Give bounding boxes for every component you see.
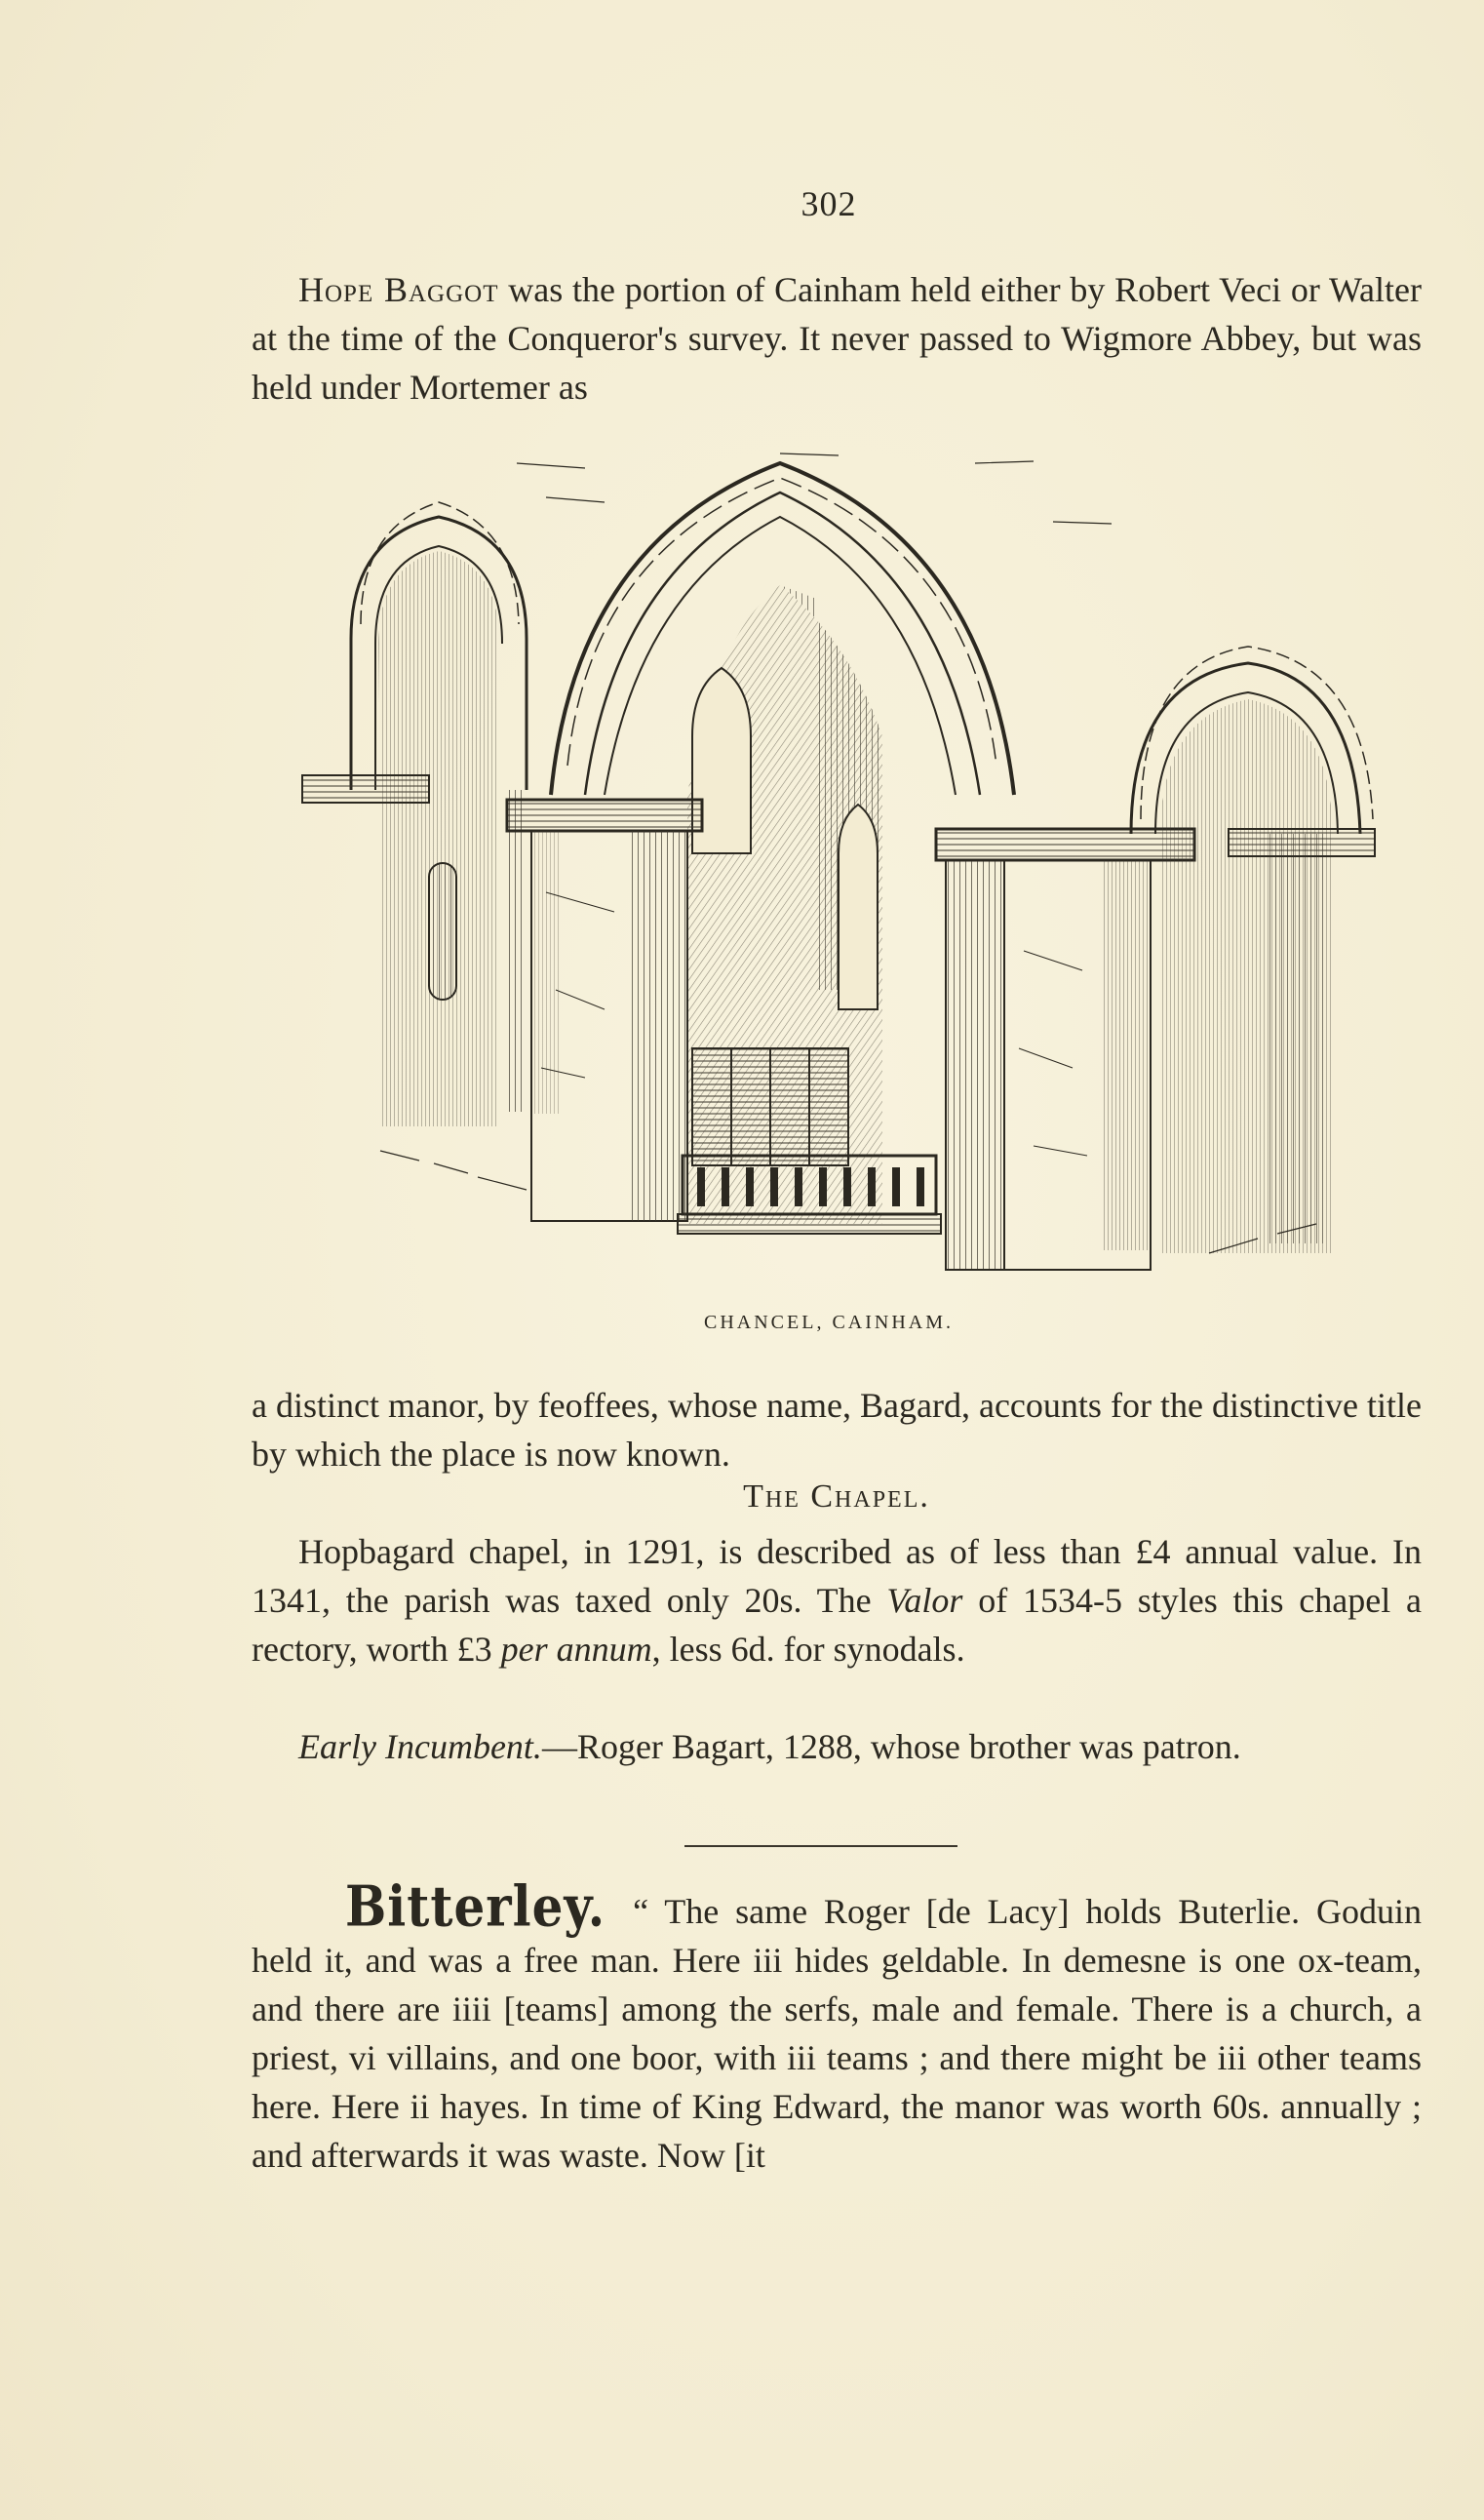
text-run: Hopbagard chapel, in 1291, is described as of less than £4 annual value. In 1341, the parish was taxed only 20s. The (252, 1532, 1422, 1620)
illustration-caption: CHANCEL, CAINHAM. (704, 1312, 954, 1333)
text-run: “ The same Roger [de Lacy] holds Buterlie. Goduin held it, and was a free man. Here iii hides geldable. In demesne is one ox-team, and there are iiii [teams] among the serfs, male and female. There is a church, a priest, vi villains, and one boor, with iii teams ; and there might be iii other teams here. Here ii hayes. In time of King Edward, the manor was worth 60s. annually ; and afterwards it was waste. Now [it (252, 1892, 1422, 2175)
blackletter-heading: Bitterley. (345, 1872, 606, 1940)
paragraph-manor (252, 1381, 1422, 1478)
italic-term: per annum (500, 1630, 652, 1669)
text-run: , less 6d. for synodals. (651, 1630, 965, 1669)
section-heading-chapel: The Chapel. (743, 1478, 930, 1515)
text-run: of 1534-5 styles this chapel a rectory, worth £3 (252, 1581, 1422, 1669)
paragraph-chapel (252, 1527, 1422, 1673)
paragraph-bitterley (252, 1872, 1422, 2180)
paragraph-text: was the portion of Cainham held either by Robert Veci or Walter at the time of the Conqueror's survey. It never passed to Wigmore Abbey, but was held under Mortemer as (252, 270, 1422, 407)
left-pier (507, 800, 702, 1221)
paragraph-hope-baggot (252, 265, 1422, 412)
chancel-engraving (293, 444, 1394, 1282)
right-arch (1131, 647, 1375, 1253)
text-run: —Roger Bagart, 1288, whose brother was patron. (541, 1727, 1241, 1766)
italic-term: Valor (886, 1581, 963, 1620)
right-pier (936, 829, 1194, 1270)
left-arch (302, 502, 527, 1126)
place-name: Hope Baggot (298, 270, 499, 309)
paragraph-incumbent (252, 1722, 1422, 1771)
section-divider (684, 1845, 957, 1847)
page-number: 302 (801, 184, 857, 223)
italic-label: Early Incumbent. (298, 1727, 542, 1766)
paragraph-text: a distinct manor, by feoffees, whose name, Bagard, accounts for the distinctive title by which the place is now known. (252, 1386, 1422, 1474)
